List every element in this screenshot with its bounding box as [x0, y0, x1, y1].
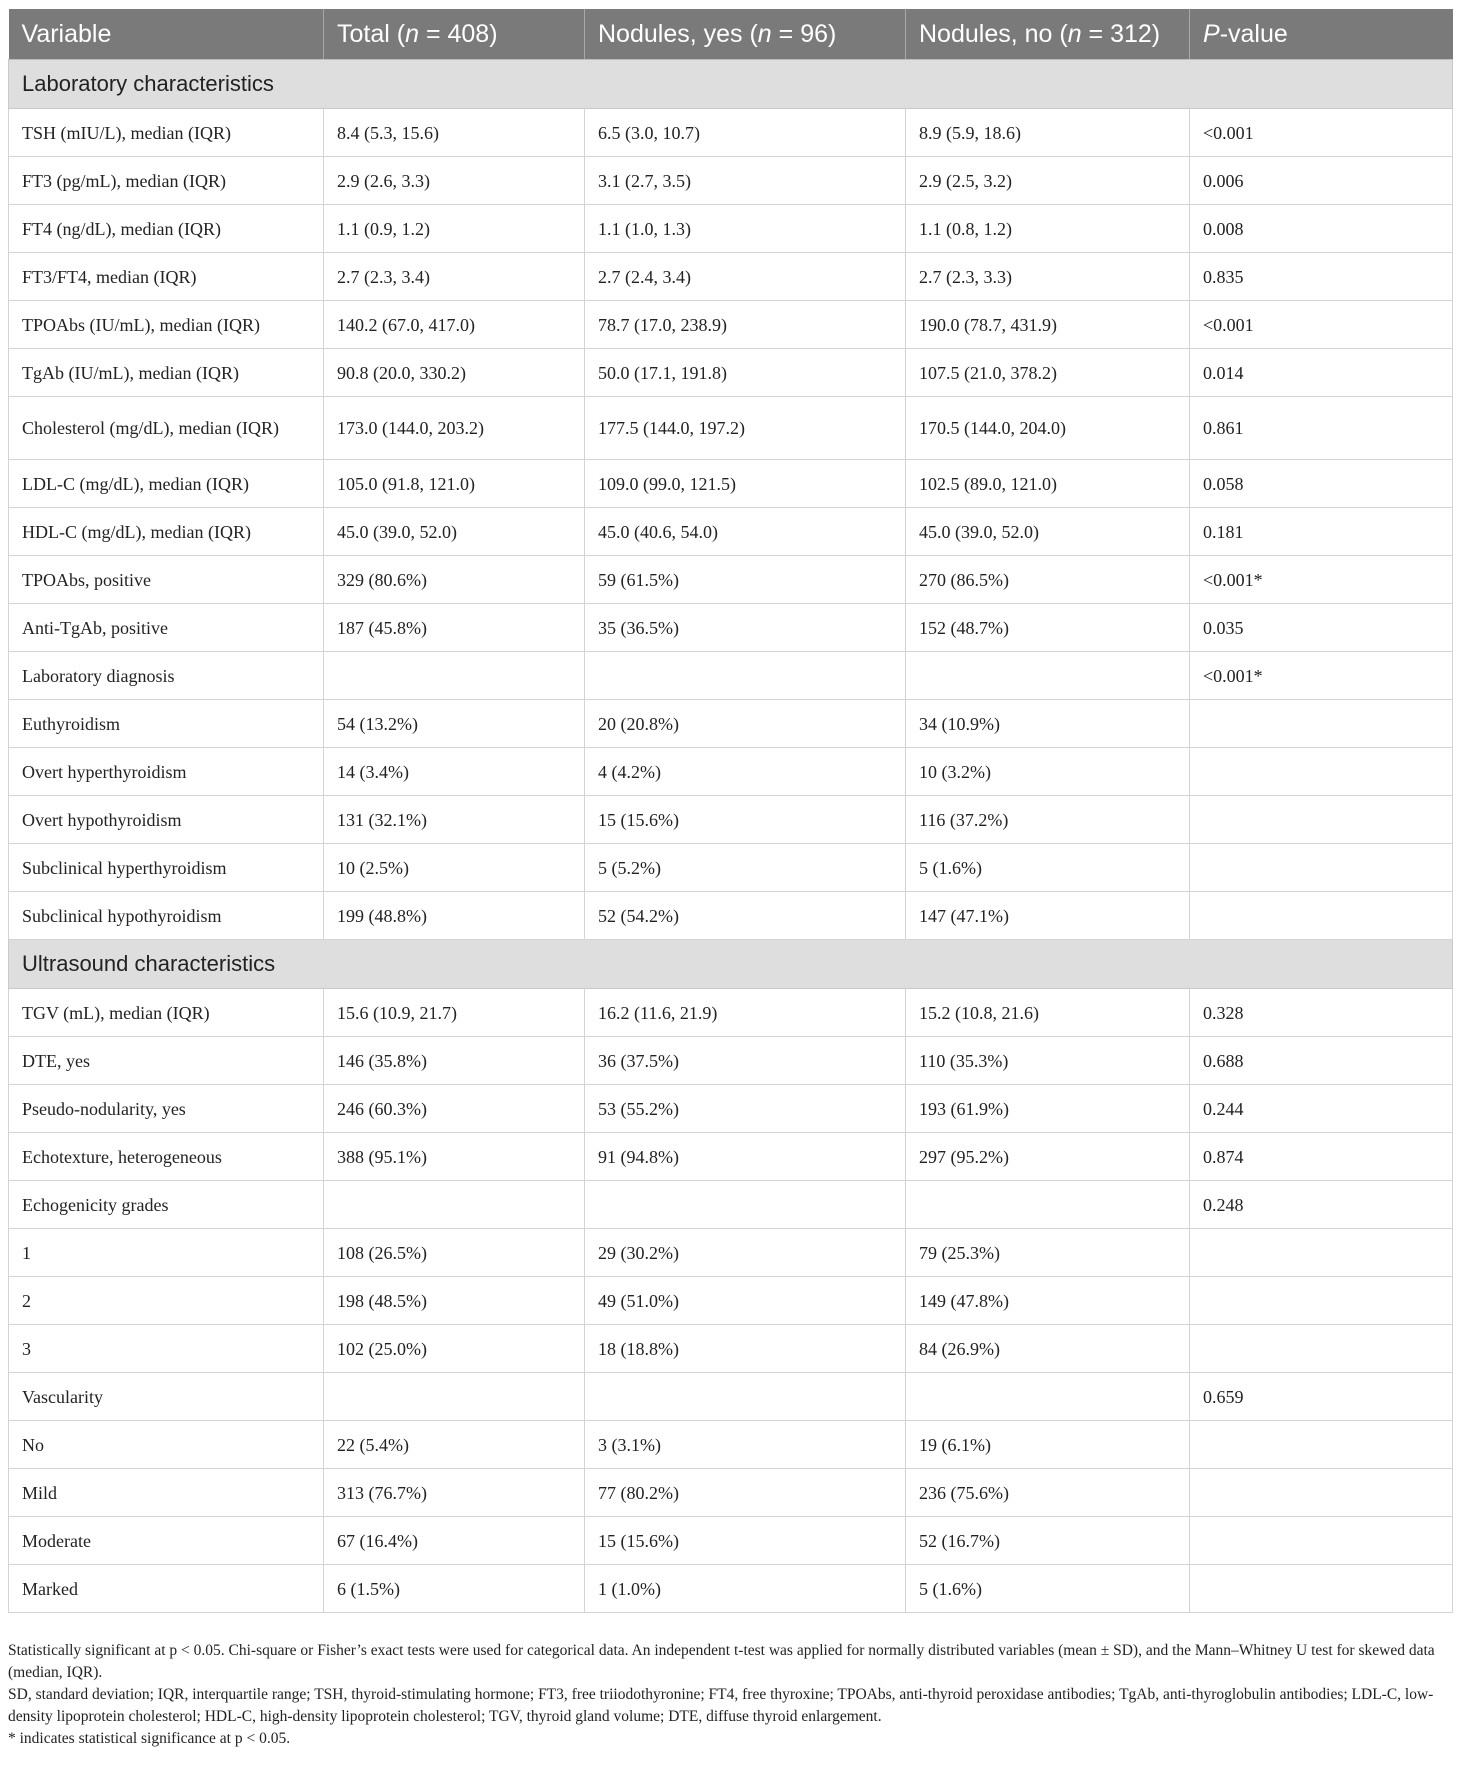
cell-nodules-no: 170.5 (144.0, 204.0) [906, 397, 1190, 460]
footnote: * indicates statistical significance at p < 0.05. [8, 1730, 291, 1747]
section-row [9, 940, 1453, 989]
cell-pvalue: 0.874 [1190, 1133, 1453, 1181]
cell-nodules-no: 193 (61.9%) [906, 1085, 1190, 1133]
cell-nodules-yes [585, 652, 906, 700]
cell-total [324, 1373, 585, 1421]
cell-nodules-yes: 3 (3.1%) [585, 1421, 906, 1469]
cell-nodules-yes: 15 (15.6%) [585, 1517, 906, 1565]
cell-nodules-yes: 5 (5.2%) [585, 844, 906, 892]
cell-nodules-yes: 77 (80.2%) [585, 1469, 906, 1517]
cell-variable: DTE, yes [9, 1037, 324, 1085]
cell-pvalue: 0.248 [1190, 1181, 1453, 1229]
cell-nodules-yes: 52 (54.2%) [585, 892, 906, 940]
cell-pvalue: 0.861 [1190, 397, 1453, 460]
cell-pvalue: 0.328 [1190, 989, 1453, 1037]
cell-pvalue [1190, 892, 1453, 940]
cell-nodules-yes: 109.0 (99.0, 121.5) [585, 460, 906, 508]
cell-nodules-no: 147 (47.1%) [906, 892, 1190, 940]
cell-pvalue: <0.001* [1190, 556, 1453, 604]
cell-variable: Overt hyperthyroidism [9, 748, 324, 796]
cell-total: 140.2 (67.0, 417.0) [324, 301, 585, 349]
cell-variable: Euthyroidism [9, 700, 324, 748]
cell-nodules-no: 270 (86.5%) [906, 556, 1190, 604]
table-row [9, 1133, 1453, 1181]
cell-pvalue: 0.835 [1190, 253, 1453, 301]
table-row [9, 157, 1453, 205]
cell-pvalue [1190, 844, 1453, 892]
cell-variable: 2 [9, 1277, 324, 1325]
cell-total: 8.4 (5.3, 15.6) [324, 109, 585, 157]
cell-nodules-no: 15.2 (10.8, 21.6) [906, 989, 1190, 1037]
cell-nodules-yes [585, 1373, 906, 1421]
cell-total: 329 (80.6%) [324, 556, 585, 604]
cell-nodules-yes: 1 (1.0%) [585, 1565, 906, 1613]
cell-nodules-no: 79 (25.3%) [906, 1229, 1190, 1277]
table-row [9, 844, 1453, 892]
cell-total: 102 (25.0%) [324, 1325, 585, 1373]
cell-variable: No [9, 1421, 324, 1469]
cell-variable: Anti-TgAb, positive [9, 604, 324, 652]
cell-pvalue: 0.244 [1190, 1085, 1453, 1133]
cell-nodules-no: 190.0 (78.7, 431.9) [906, 301, 1190, 349]
cell-total: 146 (35.8%) [324, 1037, 585, 1085]
cell-nodules-no: 84 (26.9%) [906, 1325, 1190, 1373]
cell-pvalue: 0.035 [1190, 604, 1453, 652]
cell-nodules-no: 5 (1.6%) [906, 1565, 1190, 1613]
cell-nodules-yes: 29 (30.2%) [585, 1229, 906, 1277]
cell-pvalue: 0.058 [1190, 460, 1453, 508]
cell-variable: TgAb (IU/mL), median (IQR) [9, 349, 324, 397]
cell-nodules-yes: 36 (37.5%) [585, 1037, 906, 1085]
cell-total: 10 (2.5%) [324, 844, 585, 892]
header-nodules-no: Nodules, no (n = 312) [906, 9, 1190, 60]
cell-nodules-no: 116 (37.2%) [906, 796, 1190, 844]
cell-nodules-no: 2.9 (2.5, 3.2) [906, 157, 1190, 205]
header-total: Total (n = 408) [324, 9, 585, 60]
cell-nodules-yes: 35 (36.5%) [585, 604, 906, 652]
cell-pvalue [1190, 1517, 1453, 1565]
table-row [9, 205, 1453, 253]
cell-variable: Subclinical hyperthyroidism [9, 844, 324, 892]
table-row [9, 604, 1453, 652]
table-row [9, 301, 1453, 349]
cell-pvalue [1190, 1229, 1453, 1277]
cell-nodules-yes: 50.0 (17.1, 191.8) [585, 349, 906, 397]
header-nodules-yes: Nodules, yes (n = 96) [585, 9, 906, 60]
cell-total: 187 (45.8%) [324, 604, 585, 652]
cell-total: 15.6 (10.9, 21.7) [324, 989, 585, 1037]
table-row [9, 748, 1453, 796]
cell-nodules-no: 10 (3.2%) [906, 748, 1190, 796]
cell-total: 2.9 (2.6, 3.3) [324, 157, 585, 205]
cell-nodules-no [906, 1181, 1190, 1229]
results-table [8, 9, 1453, 1613]
cell-nodules-no: 19 (6.1%) [906, 1421, 1190, 1469]
cell-variable: Marked [9, 1565, 324, 1613]
cell-total: 22 (5.4%) [324, 1421, 585, 1469]
table-row [9, 1277, 1453, 1325]
cell-variable: Overt hypothyroidism [9, 796, 324, 844]
cell-total: 198 (48.5%) [324, 1277, 585, 1325]
cell-nodules-no [906, 652, 1190, 700]
cell-nodules-yes: 16.2 (11.6, 21.9) [585, 989, 906, 1037]
cell-nodules-no: 1.1 (0.8, 1.2) [906, 205, 1190, 253]
cell-pvalue: 0.181 [1190, 508, 1453, 556]
header-row [9, 9, 1453, 60]
cell-nodules-yes: 20 (20.8%) [585, 700, 906, 748]
table-row [9, 796, 1453, 844]
table-row [9, 508, 1453, 556]
cell-total: 313 (76.7%) [324, 1469, 585, 1517]
cell-total: 108 (26.5%) [324, 1229, 585, 1277]
table-row [9, 1517, 1453, 1565]
cell-nodules-yes: 53 (55.2%) [585, 1085, 906, 1133]
cell-nodules-yes: 177.5 (144.0, 197.2) [585, 397, 906, 460]
cell-nodules-yes: 2.7 (2.4, 3.4) [585, 253, 906, 301]
cell-total: 6 (1.5%) [324, 1565, 585, 1613]
table-row [9, 556, 1453, 604]
cell-variable: Subclinical hypothyroidism [9, 892, 324, 940]
cell-nodules-no: 297 (95.2%) [906, 1133, 1190, 1181]
cell-total: 67 (16.4%) [324, 1517, 585, 1565]
table-footnotes [8, 1640, 1452, 1750]
cell-pvalue [1190, 1565, 1453, 1613]
cell-variable: HDL-C (mg/dL), median (IQR) [9, 508, 324, 556]
cell-variable: FT3 (pg/mL), median (IQR) [9, 157, 324, 205]
section-title: Laboratory characteristics [9, 60, 1453, 109]
cell-nodules-no: 52 (16.7%) [906, 1517, 1190, 1565]
table-row [9, 1085, 1453, 1133]
cell-nodules-no: 110 (35.3%) [906, 1037, 1190, 1085]
cell-total [324, 1181, 585, 1229]
table-row [9, 700, 1453, 748]
table-row [9, 892, 1453, 940]
table-row [9, 1421, 1453, 1469]
cell-total: 14 (3.4%) [324, 748, 585, 796]
cell-nodules-no: 149 (47.8%) [906, 1277, 1190, 1325]
cell-nodules-yes: 91 (94.8%) [585, 1133, 906, 1181]
cell-variable: Mild [9, 1469, 324, 1517]
cell-pvalue [1190, 1277, 1453, 1325]
cell-nodules-yes: 18 (18.8%) [585, 1325, 906, 1373]
cell-nodules-no: 102.5 (89.0, 121.0) [906, 460, 1190, 508]
cell-variable: Echogenicity grades [9, 1181, 324, 1229]
cell-nodules-no: 45.0 (39.0, 52.0) [906, 508, 1190, 556]
footnote: SD, standard deviation; IQR, interquartile range; TSH, thyroid-stimulating hormone; FT3, free triiodothyronine; FT4, free thyroxine; TPOAbs, anti-thyroid peroxidase antibodies; TgAb, anti-thyroglobulin antibodies; LDL-C, low-density lipoprotein cholesterol; HDL-C, high-density lipoprotein cholesterol; TGV, thyroid gland volume; DTE, diffuse thyroid enlargement. [8, 1686, 1434, 1725]
table-row [9, 349, 1453, 397]
cell-nodules-yes: 49 (51.0%) [585, 1277, 906, 1325]
cell-total: 105.0 (91.8, 121.0) [324, 460, 585, 508]
cell-total: 246 (60.3%) [324, 1085, 585, 1133]
cell-total: 173.0 (144.0, 203.2) [324, 397, 585, 460]
cell-variable: Echotexture, heterogeneous [9, 1133, 324, 1181]
cell-variable: TSH (mIU/L), median (IQR) [9, 109, 324, 157]
section-title: Ultrasound characteristics [9, 940, 1453, 989]
cell-total: 90.8 (20.0, 330.2) [324, 349, 585, 397]
cell-pvalue: <0.001 [1190, 109, 1453, 157]
cell-pvalue [1190, 748, 1453, 796]
cell-total: 131 (32.1%) [324, 796, 585, 844]
header-pvalue: P-value [1190, 9, 1453, 60]
table-row [9, 109, 1453, 157]
table-row [9, 1181, 1453, 1229]
cell-pvalue [1190, 1469, 1453, 1517]
cell-total: 1.1 (0.9, 1.2) [324, 205, 585, 253]
cell-nodules-yes [585, 1181, 906, 1229]
cell-nodules-no: 5 (1.6%) [906, 844, 1190, 892]
header-variable: Variable [9, 9, 324, 60]
cell-variable: TGV (mL), median (IQR) [9, 989, 324, 1037]
cell-nodules-yes: 1.1 (1.0, 1.3) [585, 205, 906, 253]
cell-nodules-yes: 78.7 (17.0, 238.9) [585, 301, 906, 349]
cell-variable: Vascularity [9, 1373, 324, 1421]
table-row [9, 253, 1453, 301]
cell-pvalue [1190, 796, 1453, 844]
cell-total [324, 652, 585, 700]
cell-variable: Moderate [9, 1517, 324, 1565]
cell-variable: TPOAbs, positive [9, 556, 324, 604]
cell-nodules-yes: 3.1 (2.7, 3.5) [585, 157, 906, 205]
cell-nodules-yes: 45.0 (40.6, 54.0) [585, 508, 906, 556]
table-row [9, 1325, 1453, 1373]
cell-pvalue: 0.014 [1190, 349, 1453, 397]
table-row [9, 460, 1453, 508]
cell-nodules-no: 236 (75.6%) [906, 1469, 1190, 1517]
cell-pvalue: 0.006 [1190, 157, 1453, 205]
cell-pvalue: <0.001 [1190, 301, 1453, 349]
cell-total: 54 (13.2%) [324, 700, 585, 748]
cell-variable: Cholesterol (mg/dL), median (IQR) [9, 397, 324, 460]
cell-variable: LDL-C (mg/dL), median (IQR) [9, 460, 324, 508]
cell-total: 45.0 (39.0, 52.0) [324, 508, 585, 556]
table-row [9, 397, 1453, 460]
cell-variable: Laboratory diagnosis [9, 652, 324, 700]
cell-nodules-yes: 4 (4.2%) [585, 748, 906, 796]
table-row [9, 652, 1453, 700]
cell-pvalue [1190, 1421, 1453, 1469]
cell-pvalue: 0.659 [1190, 1373, 1453, 1421]
cell-variable: 3 [9, 1325, 324, 1373]
cell-variable: Pseudo-nodularity, yes [9, 1085, 324, 1133]
cell-variable: 1 [9, 1229, 324, 1277]
cell-nodules-yes: 6.5 (3.0, 10.7) [585, 109, 906, 157]
section-row [9, 60, 1453, 109]
cell-total: 2.7 (2.3, 3.4) [324, 253, 585, 301]
cell-nodules-yes: 15 (15.6%) [585, 796, 906, 844]
cell-nodules-no: 34 (10.9%) [906, 700, 1190, 748]
cell-pvalue: 0.688 [1190, 1037, 1453, 1085]
cell-nodules-no: 152 (48.7%) [906, 604, 1190, 652]
cell-pvalue: 0.008 [1190, 205, 1453, 253]
table-row [9, 1565, 1453, 1613]
cell-variable: FT3/FT4, median (IQR) [9, 253, 324, 301]
footnote: Statistically significant at p < 0.05. Chi-square or Fisher’s exact tests were used for categorical data. An independent t-test was applied for normally distributed variables (mean ± SD), and the Mann–Whitney U test for skewed data (median, IQR). [8, 1642, 1435, 1681]
cell-variable: TPOAbs (IU/mL), median (IQR) [9, 301, 324, 349]
cell-variable: FT4 (ng/dL), median (IQR) [9, 205, 324, 253]
cell-nodules-yes: 59 (61.5%) [585, 556, 906, 604]
table-row [9, 1229, 1453, 1277]
table-body [9, 60, 1453, 1613]
table-header [9, 9, 1453, 60]
cell-pvalue [1190, 700, 1453, 748]
table-row [9, 1373, 1453, 1421]
table-row [9, 989, 1453, 1037]
cell-pvalue [1190, 1325, 1453, 1373]
table-row [9, 1469, 1453, 1517]
cell-total: 199 (48.8%) [324, 892, 585, 940]
cell-nodules-no [906, 1373, 1190, 1421]
cell-nodules-no: 107.5 (21.0, 378.2) [906, 349, 1190, 397]
cell-nodules-no: 8.9 (5.9, 18.6) [906, 109, 1190, 157]
table-row [9, 1037, 1453, 1085]
cell-total: 388 (95.1%) [324, 1133, 585, 1181]
cell-nodules-no: 2.7 (2.3, 3.3) [906, 253, 1190, 301]
cell-pvalue: <0.001* [1190, 652, 1453, 700]
